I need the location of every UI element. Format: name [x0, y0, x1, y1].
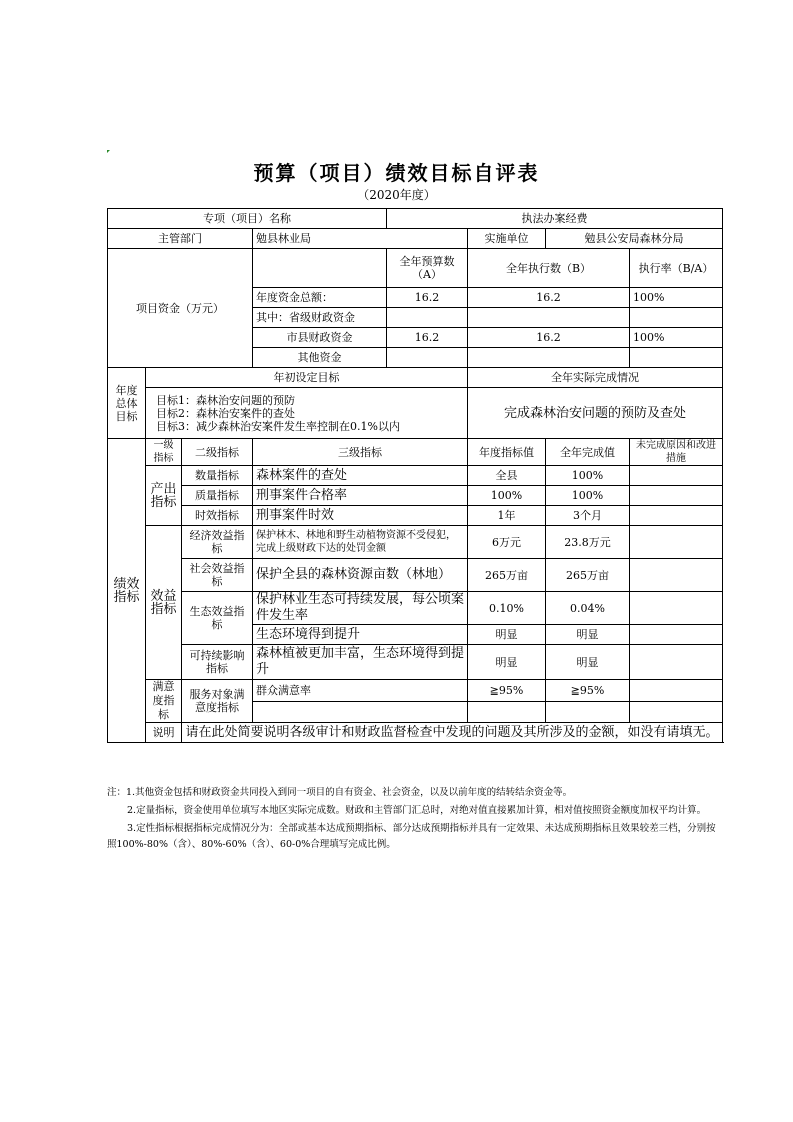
target-cell: 全县: [468, 466, 546, 486]
actual-cell: 100%: [546, 466, 630, 486]
city-rate: 100%: [630, 328, 723, 348]
table-row: [108, 723, 723, 743]
level2-cell: 可持续影响指标: [182, 645, 253, 680]
level3-cell: 保护林木、林地和野生动植物资源不受侵犯，完成上级财政下达的处罚金额: [253, 526, 468, 559]
table-row: [108, 229, 723, 249]
funds-label: 项目资金（万元）: [108, 249, 253, 368]
level3-cell: 森林案件的查处: [253, 466, 468, 486]
prov-budget: [387, 308, 468, 328]
table-row: [108, 209, 723, 229]
reason-cell: [630, 506, 723, 526]
explain-text: 请在此处简要说明各级审计和财政监督检查中发现的问题及其所涉及的金额，如没有请填无。: [182, 723, 723, 743]
note-line: 2.定量指标，资金使用单位填写本地区实际完成数。财政和主管部门汇总时，对绝对值直接累加计算，相对值按照资金额度加权平均计算。: [127, 805, 707, 816]
reason-cell: [630, 645, 723, 680]
level3-cell: 刑事案件时效: [253, 506, 468, 526]
other-exec: [468, 348, 630, 368]
actual-cell: 明显: [546, 625, 630, 645]
level3-cell: 刑事案件合格率: [253, 486, 468, 506]
level2-cell: 生态效益指标: [182, 592, 253, 645]
dept-value: 勉县林业局: [253, 229, 468, 249]
note-line: 注：1.其他资金包括和财政资金共同投入到同一项目的自有资金、社会资金，以及以前年度的结转结余资金等。: [107, 787, 573, 798]
level2-cell: 质量指标: [182, 486, 253, 506]
page-title: 预算（项目）绩效目标自评表: [253, 161, 540, 185]
exec-header: 全年执行数（B）: [468, 249, 630, 288]
table-row: [108, 526, 723, 559]
reason-cell: [630, 526, 723, 559]
city-exec: 16.2: [468, 328, 630, 348]
city-label: 市县财政资金: [253, 328, 387, 348]
target-header: 年度指标值: [468, 439, 546, 466]
city-budget: 16.2: [387, 328, 468, 348]
goal-line: 目标2：森林治安案件的查处: [156, 406, 295, 420]
goal-label: 年度总体目标: [108, 368, 146, 439]
level3-cell: 保护全县的森林资源亩数（林地）: [253, 559, 468, 592]
actual-cell: 0.04%: [546, 592, 630, 625]
prov-exec: [468, 308, 630, 328]
total-budget: 16.2: [387, 288, 468, 308]
level1-header: 一级指标: [146, 439, 182, 466]
actual-header: 全年完成值: [546, 439, 630, 466]
level3-cell: 保护林业生态可持续发展，每公顷案件发生率: [253, 592, 468, 625]
target-cell: 265万亩: [468, 559, 546, 592]
table-row: [108, 506, 723, 526]
reason-header: 未完成原因和改进措施: [630, 439, 723, 466]
blank-cell: [630, 701, 723, 723]
project-name-value: 执法办案经费: [387, 209, 723, 229]
level2-cell: 服务对象满意度指标: [182, 680, 253, 723]
actual-cell: 23.8万元: [546, 526, 630, 559]
blank-cell: [253, 249, 387, 288]
table-row: [108, 466, 723, 486]
table-row: [108, 559, 723, 592]
page-subtitle: （2020年度）: [357, 188, 436, 202]
satisfaction-label: 满意度指标: [146, 680, 182, 723]
other-rate: [630, 348, 723, 368]
target-cell: 明显: [468, 645, 546, 680]
other-label: 其他资金: [253, 348, 387, 368]
level3-header: 三级指标: [253, 439, 468, 466]
actual-cell: 3个月: [546, 506, 630, 526]
goal-set-header: 年初设定目标: [146, 368, 468, 388]
actual-cell: ≧95%: [546, 680, 630, 702]
reason-cell: [630, 559, 723, 592]
total-label: 年度资金总额：: [253, 288, 387, 308]
perf-label: 绩效指标: [108, 439, 146, 743]
budget-header: 全年预算数（A）: [387, 249, 468, 288]
reason-cell: [630, 680, 723, 702]
evaluation-table: [107, 208, 723, 743]
actual-cell: 265万亩: [546, 559, 630, 592]
note-line: 3.定性指标根据指标完成情况分为：全部或基本达成预期指标、部分达成预期指标并具有一定效果、未达成预期指标且效果较差三档，分别按照100%-80%（含）、80%-60%（含）、60-0%合理填写完成比例。: [107, 823, 716, 850]
benefit-label: 效益指标: [146, 526, 182, 680]
other-budget: [387, 348, 468, 368]
level3-cell: 生态环境得到提升: [253, 625, 468, 645]
actual-cell: 明显: [546, 645, 630, 680]
prov-rate: [630, 308, 723, 328]
rate-header: 执行率（B/A）: [630, 249, 723, 288]
impl-label: 实施单位: [468, 229, 546, 249]
table-row: [108, 486, 723, 506]
table-row: [108, 592, 723, 625]
goal-set-cell: [146, 388, 468, 439]
actual-cell: 100%: [546, 486, 630, 506]
level2-cell: 社会效益指标: [182, 559, 253, 592]
notes: [107, 785, 722, 855]
dept-label: 主管部门: [108, 229, 253, 249]
table-row: [108, 368, 723, 388]
level2-header: 二级指标: [182, 439, 253, 466]
goal-done-value: 完成森林治安问题的预防及查处: [468, 388, 723, 439]
blank-cell: [468, 701, 546, 723]
goal-line: 目标1：森林治安问题的预防: [156, 393, 295, 407]
level2-cell: 数量指标: [182, 466, 253, 486]
level2-cell: 经济效益指标: [182, 526, 253, 559]
prov-label: 其中：省级财政资金: [253, 308, 387, 328]
table-row: [108, 645, 723, 680]
goal-done-header: 全年实际完成情况: [468, 368, 723, 388]
project-name-label: 专项（项目）名称: [108, 209, 387, 229]
reason-cell: [630, 466, 723, 486]
reason-cell: [630, 592, 723, 625]
explain-label: 说明: [146, 723, 182, 743]
goal-line: 目标3：减少森林治安案件发生率控制在0.1%以内: [156, 419, 400, 433]
blank-cell: [253, 701, 468, 723]
table-row: [108, 439, 723, 466]
total-rate: 100%: [630, 288, 723, 308]
output-label: 产出指标: [146, 466, 182, 526]
table-row: [108, 680, 723, 702]
target-cell: 1年: [468, 506, 546, 526]
target-cell: ≧95%: [468, 680, 546, 702]
level2-cell: 时效指标: [182, 506, 253, 526]
target-cell: 6万元: [468, 526, 546, 559]
level3-cell: 群众满意率: [253, 680, 468, 702]
reason-cell: [630, 486, 723, 506]
table-row: [108, 388, 723, 439]
level3-cell: 森林植被更加丰富，生态环境得到提升: [253, 645, 468, 680]
target-cell: 明显: [468, 625, 546, 645]
blank-cell: [546, 701, 630, 723]
reason-cell: [630, 625, 723, 645]
target-cell: 0.10%: [468, 592, 546, 625]
table-row: [108, 249, 723, 288]
target-cell: 100%: [468, 486, 546, 506]
impl-value: 勉县公安局森林分局: [546, 229, 723, 249]
total-exec: 16.2: [468, 288, 630, 308]
cell-marker: [107, 150, 110, 153]
